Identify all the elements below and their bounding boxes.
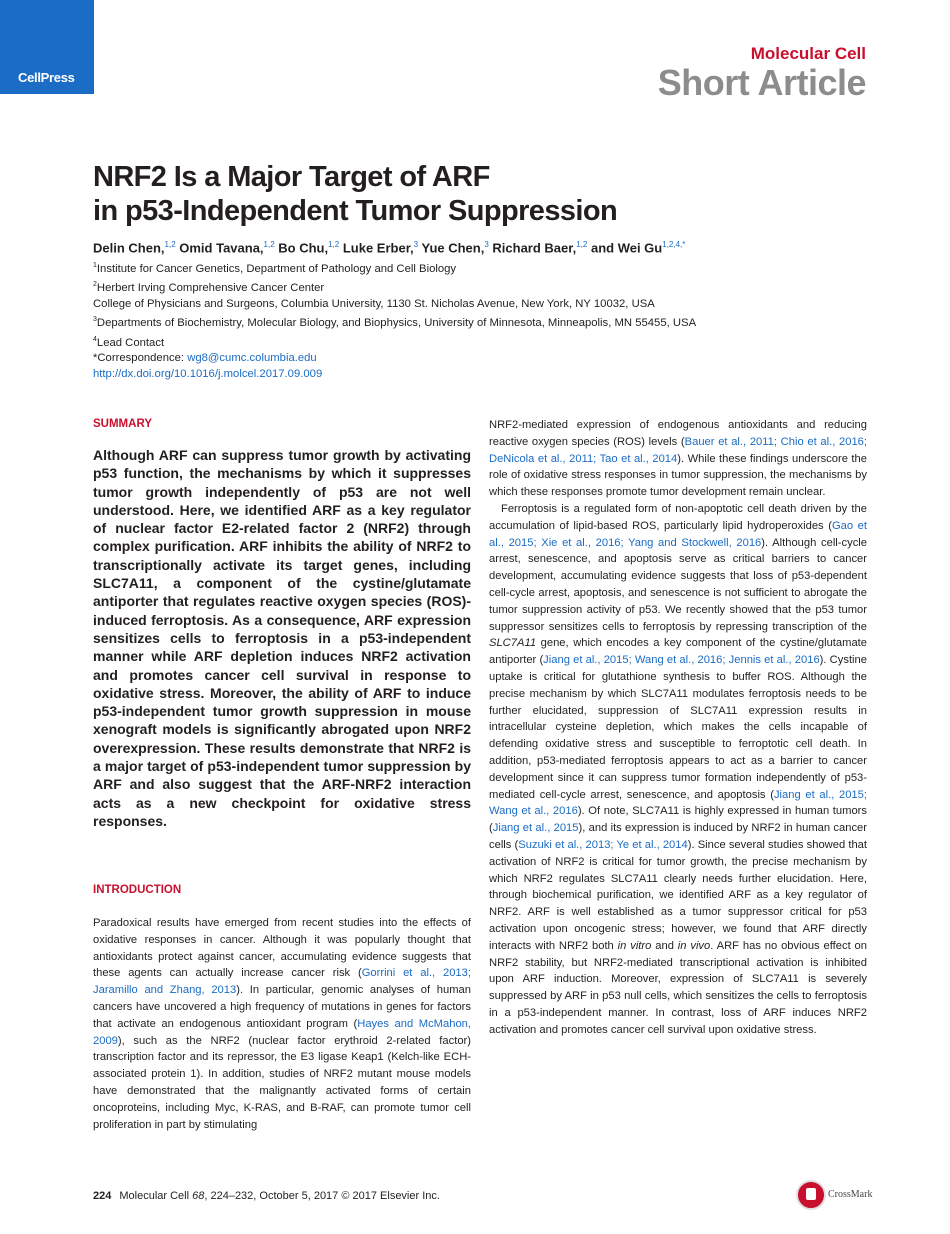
introduction-text (93, 915, 471, 1133)
affil-marker: 1 (93, 262, 97, 269)
affiliation-4 (93, 332, 696, 351)
doi-link[interactable]: http://dx.doi.org/10.1016/j.molcel.2017.09.009 (93, 367, 323, 380)
right-column-text (489, 417, 867, 1038)
article-type: Short Article (657, 62, 866, 103)
footer-volume: 68 (192, 1190, 205, 1202)
citation-link[interactable]: Bauer et al., 2011; Chio et al., 2016; DeNicola et al., 2011; Tao et al., 2014 (489, 435, 868, 465)
author-name: Omid Tavana, (175, 240, 264, 256)
affil-text: Herbert Irving Comprehensive Cancer Center (96, 282, 325, 295)
author-affil-sup[interactable]: 1,2 (328, 240, 340, 249)
body-text: ). Cystine uptake is critical for glutathione synthesis to buffer ROS. Although the precise mechanism by which SLC7A11 modulates ferroptosis needs to be further elucidated, suppression of SLC7A11 expression results in intracellular cysteine depletion, which makes the cells incapable of defending oxidative stress and susceptible to ferroptotic cell death. In addition, p53-mediated ferroptosis appears to act as a barrier to cancer development since it can suppress tumor formation independently of p53-mediated cell-cycle arrest, senescence, and apoptosis ( (489, 654, 867, 801)
author-affil-sup[interactable]: 1,2 (263, 240, 275, 249)
italic-term: in vitro (617, 939, 652, 952)
body-text: ), such as the NRF2 (nuclear factor erythroid 2-related factor) transcription factor and its repressor, the E3 ligase Keap1 (Kelch-like ECH-associated protein 1). In addition, studies of NRF2 mutant mouse models have demonstrated that the malignantly activated forms of certain oncoproteins, including Myc, K-RAS, and B-RAF, can promote tumor cell proliferation in part by stimulating (93, 1034, 471, 1131)
cellpress-logo-text: CellPress (18, 70, 75, 85)
body-paragraph (489, 501, 867, 1039)
footer-journal: Molecular Cell (119, 1190, 193, 1202)
author-affil-sup[interactable]: 1,2 (576, 240, 588, 249)
page-footer (93, 1190, 440, 1202)
correspondence-email-link[interactable]: wg8@cumc.columbia.edu (187, 352, 317, 365)
crossmark-badge[interactable] (796, 1180, 916, 1210)
citation-link[interactable]: Gorrini et al., 2013; Jaramillo and Zhang, 2013 (93, 967, 471, 997)
correspondence (93, 351, 696, 367)
author-name: and Wei Gu (587, 240, 663, 256)
page-number: 224 (93, 1190, 112, 1202)
body-text: ). While these findings underscore the role of oxidative stress responses in tumor suppression, the mechanisms by which these responses promote tumor development remain unclear. (489, 452, 867, 499)
intro-paragraph (93, 915, 471, 1133)
body-text: ). In particular, genomic analyses of human cancers have uncovered a high frequency of mutations in genes for factors that activate an endogenous antioxidant program ( (93, 984, 471, 1030)
author-name: Richard Baer, (488, 240, 577, 256)
body-text: ). Of note, SLC7A11 is highly expressed in human tumors ( (489, 805, 867, 835)
affiliation-2 (93, 277, 696, 296)
author-name: Luke Erber, (339, 240, 414, 256)
affil-text: Institute for Cancer Genetics, Department of Pathology and Cell Biology (96, 262, 457, 275)
paper-title (93, 160, 793, 228)
affiliation-3 (93, 312, 696, 331)
gene-name: SLC7A11 (489, 637, 537, 650)
journal-name: Molecular Cell (750, 44, 866, 63)
affiliation-2b: College of Physicians and Surgeons, Columbia University, 1130 St. Nicholas Avenue, New York, NY 10032, USA (93, 297, 655, 310)
affiliations (93, 258, 696, 382)
body-text: ). Since several studies showed that activation of NRF2 is critical for tumor growth, the precise mechanism by which NRF2 regulates SLC7A11 clearly needs further elucidation. Here, through biochemical purification, we identified ARF as a key regulator of NRF2. ARF is well established as a tumor suppressor critical for p53 activation upon oncogenic stress; however, we found that ARF directly interacts with NRF2 both (489, 838, 868, 952)
affil-marker: 2 (93, 281, 97, 289)
author-affil-sup[interactable]: 3 (413, 240, 419, 249)
author-affil-sup[interactable]: 3 (484, 240, 489, 249)
summary-heading: SUMMARY (93, 418, 152, 430)
crossmark-icon (796, 1180, 826, 1210)
body-text: and (651, 939, 678, 952)
correspondence-label: *Correspondence: (93, 352, 188, 365)
citation-link[interactable]: Jiang et al., 2015 (492, 822, 579, 835)
affiliation-1 (93, 258, 696, 277)
author-affil-sup[interactable]: 1,2 (164, 240, 176, 249)
introduction-heading: INTRODUCTION (93, 884, 182, 896)
body-text: Paradoxical results have emerged from recent studies into the effects of oxidative responses in cancer. Although it was popularly thought that antioxidants protect against cancer, accumulating evidence suggests that these agents can actually increase cancer risk ( (93, 917, 471, 980)
body-paragraph (489, 417, 867, 501)
affil-text: Departments of Biochemistry, Molecular Biology, and Biophysics, University of Minnesota, Minneapolis, MN 55455, USA (96, 317, 697, 330)
author-name: Yue Chen, (418, 240, 485, 256)
citation-link[interactable]: Hayes and McMahon, 2009 (93, 1017, 471, 1047)
title-line-2: in p53-Independent Tumor Suppression (93, 195, 618, 227)
affil-text: Lead Contact (96, 336, 165, 349)
crossmark-label: CrossMark (828, 1189, 873, 1200)
body-text: NRF2-mediated expression of endogenous antioxidants and reducing reactive oxygen species (ROS) levels ( (489, 419, 867, 448)
footer-citation: , 224–232, October 5, 2017 © 2017 Elsevier Inc. (204, 1190, 440, 1202)
title-line-1: NRF2 Is a Major Target of ARF (93, 161, 490, 193)
affil-marker: 3 (93, 316, 97, 324)
author-affil-sup[interactable]: 1,2,4,* (662, 240, 686, 249)
citation-link[interactable]: Gao et al., 2015; Xie et al., 2016; Yang and Stockwell, 2016 (489, 519, 867, 549)
author-name: Bo Chu, (274, 240, 329, 256)
italic-term: in vivo (677, 939, 711, 952)
body-text: Ferroptosis is a regulated form of non-apoptotic cell death driven by the accumulation of lipid-based ROS, particularly lipid hydroperoxides ( (489, 502, 867, 532)
body-text: ). Although cell-cycle arrest, senescence, and apoptosis serve as critical barriers to cancer development, accumulating evidence suggests that loss of p53-dependent cell-cycle arrest, apoptosis, and senescence is not sufficient to abrogate the tumor suppression activity of p53. We recently showed that the p53 tumor suppressor sensitizes cells to ferroptosis by repressing transcription of the (489, 536, 867, 633)
author-name: Delin Chen, (93, 240, 165, 256)
affil-marker: 4 (93, 335, 97, 343)
summary-text: Although ARF can suppress tumor growth by activating p53 function, the mechanisms by which it suppresses tumor growth independently of p53 are not well understood. Here, we identified ARF as a key regulator of nuclear factor E2-related factor 2 (NRF2) through complex purification. ARF inhibits the ability of NRF2 to transcriptionally activate its target genes, including SLC7A11, a component of the cystine/glutamate antiporter that regulates reactive oxygen species (ROS)-induced ferroptosis. As a consequence, ARF expression sensitizes cells to ferroptosis in a p53-independent manner while ARF depletion induces NRF2 activation and promotes cancer cell survival in response to oxidative stress. Moreover, the ability of ARF to induce p53-independent tumor growth suppression in mouse xenograft models is significantly abrogated upon NRF2 overexpression. These results demonstrate that NRF2 is a major target of p53-independent tumor suppression by ARF and also suggest that the ARF-NRF2 interaction acts as a new checkpoint for oxidative stress responses. (93, 447, 471, 829)
citation-link[interactable]: Suzuki et al., 2013; Ye et al., 2014 (518, 838, 688, 851)
body-text: . ARF has no obvious effect on NRF2 stability, but NRF2-mediated transcriptional activation is inhibited upon ARF induction. Moreover, expression of SLC7A11 is severely suppressed by ARF in p53 null cells, which sensitizes the cells to ferroptosis in a p53-independent manner. In contrast, loss of ARF induces NRF2 activation and promotes cancer cell survival upon oxidative stress. (489, 939, 867, 1036)
citation-link[interactable]: Jiang et al., 2015; Wang et al., 2016; Jennis et al., 2016 (543, 654, 820, 667)
citation-link[interactable]: Jiang et al., 2015; Wang et al., 2016 (489, 788, 867, 818)
author-list (93, 240, 685, 255)
body-text: ), and its expression is induced by NRF2 in human cancer cells ( (489, 822, 867, 851)
body-text: gene, which encodes a key component of the cystine/glutamate antiporter ( (489, 637, 867, 667)
cellpress-logo (0, 0, 94, 94)
